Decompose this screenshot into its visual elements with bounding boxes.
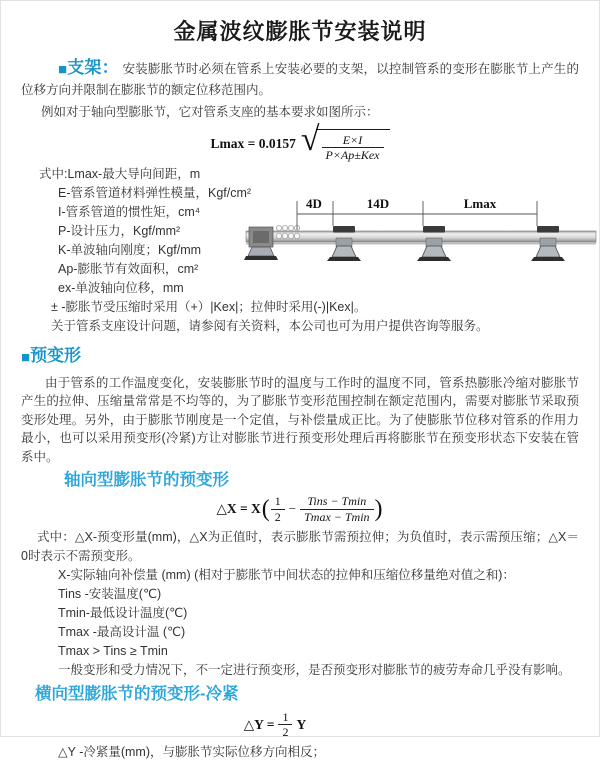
definition-item: I-管系管道的惯性矩，cm⁴ [58, 204, 201, 219]
axial-formula [21, 494, 579, 524]
lmax-formula-lhs: Lmax = 0.0157 [210, 136, 296, 152]
lmax-denominator: P×Ap±Kex [322, 147, 384, 162]
definition-item: P-设计压力，Kgf/mm² [58, 223, 181, 238]
lateral-subheading: 横向型膨胀节的预变形-冷紧 [35, 685, 239, 704]
section-marker-icon: ■ [58, 61, 68, 78]
section-marker-icon: ■ [21, 348, 31, 366]
temp-line: Tmin-最低设计温度(℃) [58, 606, 188, 621]
support-intro-paragraph [21, 57, 579, 101]
definition-item: Ap-膨胀节有效面积，cm² [58, 261, 199, 276]
close-paren: ) [374, 496, 383, 523]
dimension-line [297, 201, 537, 230]
definition-item: K-单波轴向刚度；Kgf/mm [58, 242, 202, 257]
axial-explain-paragraph: 式中：△X-预变形量(mm)，△X为正值时，表示膨胀节需预拉伸；为负值时，表示需预压缩；△X＝0时表示不需预变形。 [21, 530, 579, 564]
support-heading-label: 支架： [67, 58, 119, 77]
temp-line: Tins -安装温度(℃) [58, 587, 162, 602]
lmax-formula [21, 121, 579, 163]
lmax-formula-row [210, 121, 390, 163]
temp-numerator: Tins − Tmin [307, 494, 367, 509]
open-paren: ( [261, 496, 270, 523]
dim-label-lmax: Lmax [463, 196, 497, 211]
radical-sign-icon: √ [300, 121, 320, 158]
axial-x-note: X-实际轴向补偿量 (mm) (相对于膨胀节中间状态的拉伸和压缩位移量绝对值之和)： [58, 568, 515, 583]
predeform-paragraph: 由于管系的工作温度变化，安装膨胀节时的温度与工作时的温度不同，管系热膨胀冷缩对膨胀节产生的拉伸、压缩量常常是不均等的，为了膨胀节变形范围控制在额定范围内，需要对膨胀节采取预变形处理。另外，由于膨胀节刚度是一个定值，与补偿量成正比。为了使膨胀节位移对管系的作用力最小，也可以采用预变形(冷紧)方让对膨胀节进行预变形处理后再将膨胀节在预变形状态下安装在管系中。 [21, 375, 579, 464]
lateral-formula-lhs: △Y = [243, 716, 275, 732]
service-note: 关于管系支座设计问题，请参阅有关资料，本公司也可为用户提供咨询等服务。 [51, 318, 489, 333]
lateral-note: △Y -冷紧量(mm)，与膨胀节实际位移方向相反； [58, 744, 326, 759]
axial-formula-row [216, 494, 383, 524]
temp-line: Tmax -最高设计温 (℃) [58, 625, 186, 640]
axial-note: 一般变形和受力情况下，不一定进行预变形，是否预变形对膨胀节的疲劳寿命几乎没有影响。 [58, 663, 571, 678]
minus-operator: − [288, 501, 297, 517]
pipe-support-figure [244, 194, 598, 274]
sqrt-radical [300, 121, 390, 163]
lateral-half-numerator: 1 [282, 710, 289, 725]
definition-lead: 式中:Lmax-最大导向间距，m [39, 166, 201, 181]
dim-label-4d: 4D [306, 196, 322, 211]
axial-subheading: 轴向型膨胀节的预变形 [64, 471, 229, 490]
lateral-formula-row [244, 710, 306, 740]
definition-item: ex-单波轴向位移，mm [58, 280, 184, 295]
lateral-half-denominator: 2 [278, 724, 292, 739]
page-title: 金属波纹膨胀节安装说明 [173, 19, 427, 44]
lateral-formula-rhs: Y [296, 716, 307, 732]
anchor-support [244, 227, 278, 260]
lmax-fraction [322, 133, 384, 163]
half-fraction [271, 494, 285, 524]
half-denominator: 2 [271, 509, 285, 524]
half-numerator: 1 [274, 494, 281, 509]
predeform-section-heading [21, 345, 579, 369]
dim-label-14d: 14D [366, 196, 390, 211]
support-example-line: 例如对于轴向型膨胀节，它对管系支座的基本要求如图所示： [41, 105, 379, 119]
lmax-numerator: E×I [342, 133, 363, 147]
temp-denominator: Tmax − Tmin [300, 509, 373, 524]
axial-formula-lhs: △X = X [216, 501, 261, 517]
lateral-half-fraction [278, 710, 292, 740]
definition-item: E-管系管道材料弹性模量，Kgf/cm² [58, 185, 252, 200]
lateral-formula [21, 710, 529, 740]
temp-line: Tmax > Tins ≥ Tmin [58, 644, 168, 659]
temp-fraction [300, 494, 373, 524]
pipe-support-diagram [244, 194, 598, 274]
support-section-heading [58, 58, 119, 77]
plus-minus-note: ± -膨胀节受压缩时采用（+）|Kex|；拉伸时采用(-)|Kex|。 [51, 299, 367, 314]
document-content [1, 15, 599, 762]
predeform-heading-label: 预变形 [30, 345, 82, 365]
radical-body [316, 129, 390, 163]
support-intro-text: 安装膨胀节时必须在管系上安装必要的支架，以控制管系的变形在膨胀节上产生的位移方向并限制在膨胀节的额定位移范围内。 [21, 62, 579, 97]
